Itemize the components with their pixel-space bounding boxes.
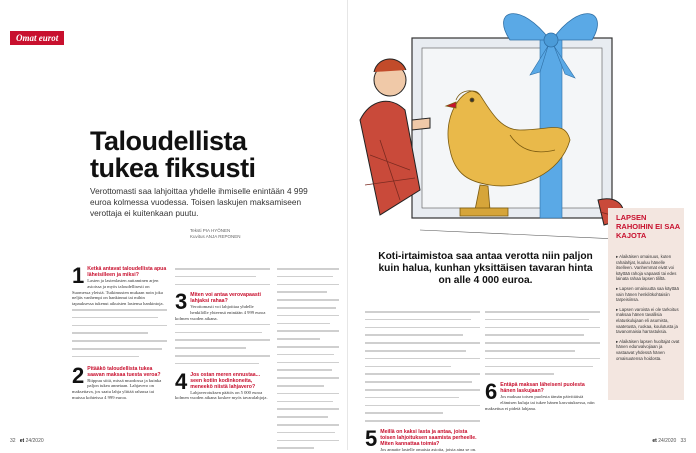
sidebar-item-text: Alaikäisen lapsen huoltajat ovat hänen edunvalvojiaan ja vastaavat yhdessä hänen omaisuutensa hoidosta. xyxy=(616,338,680,361)
article-headline: Taloudellista tukea fiksusti xyxy=(90,126,256,183)
body-text-lines xyxy=(175,324,270,369)
issue-right: 24/2020 xyxy=(658,438,677,444)
section-question: Entäpä maksan läheiseni puolesta hänen laskujaan? xyxy=(500,382,585,395)
page-gutter xyxy=(347,0,348,450)
qa-section-1 xyxy=(72,263,167,307)
sidebar-item: ▸ Lapsen varoista ei ole tarkoitus maksaa hänen tavallisia elatuskulujaan eli asumista, vaatetusta, ruokaa, koulutusta ja tavanomaisia harrastuksia. xyxy=(616,306,679,335)
page-number-left: 32 xyxy=(10,438,16,444)
sidebar-item: ▸ Lapsen omaisuutta saa käyttää vain hänen henkilökohtaisiin tarpeisiinsa. xyxy=(616,285,679,303)
section-label: Omat eurot xyxy=(10,31,64,45)
article-lead: Verottomasti saa lahjoittaa yhdelle ihmiselle enintään 4 999 euroa kolmessa vuodessa. Toisen laskujen maksamiseen verottaja ei kuitenkaan puutu. xyxy=(90,186,308,218)
qa-section-2 xyxy=(72,362,167,401)
magazine-logo-left: et xyxy=(19,438,25,444)
qa-section-6 xyxy=(485,379,600,411)
text-column-2 xyxy=(175,266,270,438)
section-text: Jos maksaa toisen puolesta tämän päivittäisiä elämisen kuluja tai tukee hänen kasvatuksessa, niin maksettua ei pidetä lahjana. xyxy=(485,394,595,411)
section-number: 4 xyxy=(175,368,188,394)
section-number: 3 xyxy=(175,289,188,315)
text-column-4 xyxy=(365,309,480,452)
text-column-1 xyxy=(72,263,167,438)
sidebar-item: ▸ Alaikäisen lapsen huoltajat ovat hänen edunvalvojiaan ja vastaavat yhdessä hänen omaisuutensa hoidosta. xyxy=(616,338,680,361)
section-question: Ketkä antavat taloudellista apua läheisilleen ja miksi? xyxy=(87,266,167,278)
qa-section-4 xyxy=(175,368,270,402)
pull-quote: Koti-irtaimistoa saa antaa verotta niin paljon kuin halua, kunhan yksittäisen tavaran hinta on alle 4 000 euroa. xyxy=(378,251,593,286)
footer-right xyxy=(652,438,686,444)
sidebar-item-text: Alaikäisen omaisuus, kuten rahalahjat, kuuluu hänelle itselleen. Vanhemmat eivät voi käyttää rahoja vapaasti tai edes lainata rahaa lapsen tililtä. xyxy=(616,254,677,282)
credit-text: Teksti PIA HYÖNEN xyxy=(190,228,231,233)
section-text: Lahjaverotuksen päätös on 5 000 euroa kolmen vuoden aikana koskee myös tavaralahjoja. xyxy=(175,389,268,401)
page-number-right: 33 xyxy=(680,438,686,444)
issue-left: 24/2020 xyxy=(25,438,44,444)
sidebar-item-text: Lapsen omaisuutta saa käyttää vain hänen henkilökohtaisiin tarpeisiinsa. xyxy=(616,285,679,303)
qa-section-3 xyxy=(175,289,270,321)
ribbon-bow-left xyxy=(504,14,550,40)
footer-left xyxy=(10,438,44,444)
section-number: 1 xyxy=(72,263,85,288)
sidebar-title: LAPSEN RAHOIHIN EI SAA KAJOTA xyxy=(616,213,680,240)
ribbon-bow-right xyxy=(552,14,597,40)
article-credits xyxy=(190,228,340,240)
body-text-lines xyxy=(72,309,167,362)
section-text: Jos annatte lastelle omaisia asioita, joista aina se on. xyxy=(380,446,477,452)
magazine-logo-right: et xyxy=(652,438,657,444)
section-text: Lasten ja lastenlasten auttaminen arjen asioissa ja myös taloudellisesti on Suomessa yleistä. Tutkimusten mukaan noin joka neljäs vanhempi on hankinnut tai mihin tapauksessa tukenut aikuisten lastensa hankintoja. xyxy=(72,278,164,307)
body-text-lines xyxy=(365,311,480,426)
section-number: 2 xyxy=(72,362,85,388)
section-text: Verottomasti voi lahjoittaa yhdelle henkilölle yhteensä enintään 4 999 euroa kolmen vuoden aikana. xyxy=(175,304,266,321)
text-column-5 xyxy=(485,309,600,439)
body-text-lines xyxy=(175,268,270,289)
section-number: 6 xyxy=(485,379,498,405)
sidebar-item: ▸ Alaikäisen omaisuus, kuten rahalahjat, kuuluu hänelle itselleen. Vanhemmat eivät voi käyttää rahoja vapaasti tai edes lainata rahaa lapsen tililtä. xyxy=(616,254,677,282)
qa-section-5 xyxy=(365,425,480,453)
text-column-3 xyxy=(277,266,339,438)
section-number: 5 xyxy=(365,425,378,451)
credit-illustration: Kuvitus ANJA REPONEN xyxy=(190,234,241,239)
section-question: Jos ostan meren ennustaa... seen kotiin kodinkoneita, meneekö niistä lahjavero? xyxy=(190,371,261,390)
section-text: Riippuu siitä, missä muodossa ja kuinka paljon tukea annetaan. Lahjavero on maksettava, jos saatu lahja ylittää rahassa tai muissa kohteissa 4 999 euroa. xyxy=(72,377,162,400)
sidebar-item-text: Lapsen varoista ei ole tarkoitus maksaa hänen tavallisia elatuskulujaan eli asumista, vaatetusta, ruokaa, koulutusta ja tavanomaisia harrastuksia. xyxy=(616,306,679,335)
section-question: Pitääkö taloudellista tukea saavan maksaa tuesta veroa? xyxy=(87,365,161,378)
sidebar-list xyxy=(616,254,680,365)
body-text-lines xyxy=(277,268,339,453)
section-question: Miten voi antaa verovapaasti lahjaksi rahaa? xyxy=(190,292,261,305)
body-text-lines xyxy=(485,311,600,379)
section-question: Meillä on kaksi lasta ja antaa, joista toisen lahjoituksen saamista perheelle. Miten kannattaa toimia? xyxy=(380,428,477,447)
